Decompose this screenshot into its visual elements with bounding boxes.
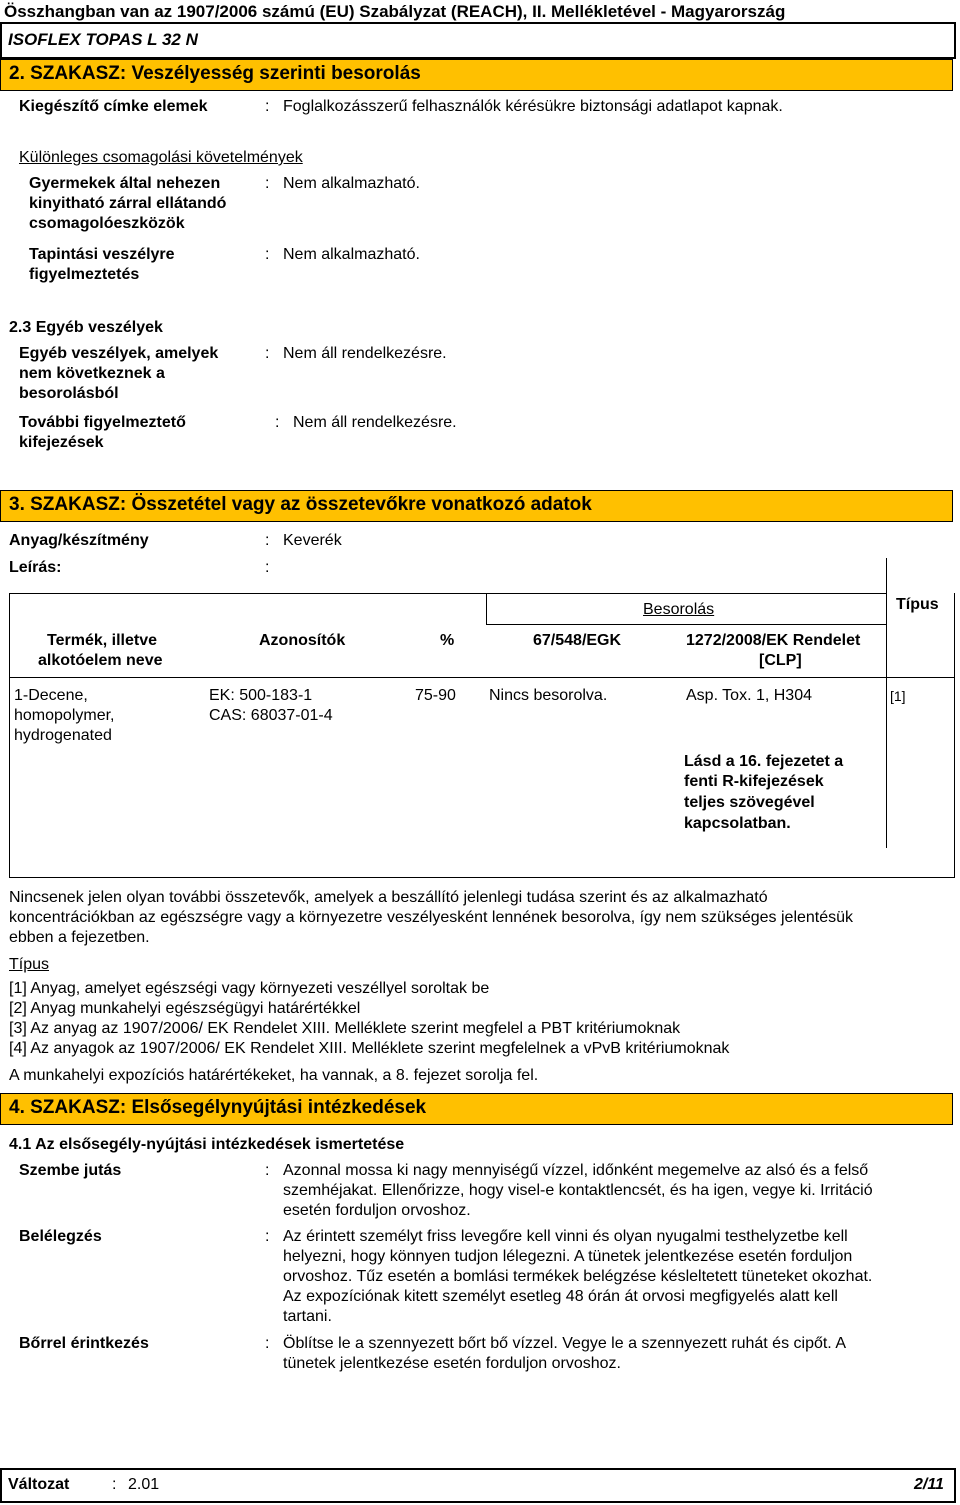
table-note-3: teljes szövegével <box>684 794 815 811</box>
row-name-3: hydrogenated <box>14 727 112 744</box>
tactile-label-1: Tapintási veszélyre <box>29 246 175 263</box>
colon: : <box>112 1476 117 1493</box>
further-value: Nem áll rendelkezésre. <box>293 414 457 431</box>
colon: : <box>265 345 270 362</box>
eye-contact-line-1: Azonnal mossa ki nagy mennyiségű vízzel, időnként megemelve az alsó és a felső <box>283 1162 869 1179</box>
type-legend-4: [4] Az anyagok az 1907/2006/ EK Rendelet XIII. Melléklete szerint megfelelnek a vPvB kritériumoknak <box>9 1040 730 1057</box>
child-value: Nem alkalmazható. <box>283 175 420 192</box>
col-identifiers: Azonosítók <box>259 632 346 649</box>
product-header <box>0 22 956 59</box>
table-note-1: Lásd a 16. fejezetet a <box>684 753 844 770</box>
row-ek: EK: 500-183-1 <box>209 687 313 704</box>
table-line <box>486 624 886 625</box>
classification-header: Besorolás <box>643 601 715 618</box>
child-label-2: kinyitható zárral ellátandó <box>29 195 227 212</box>
description-label: Leírás: <box>9 559 62 576</box>
col-eec: 67/548/EGK <box>533 632 622 649</box>
substance-label: Anyag/készítmény <box>9 532 149 549</box>
col-clp-2: [CLP] <box>759 652 802 669</box>
version-value: 2.01 <box>128 1476 160 1493</box>
regulation-header <box>0 0 960 22</box>
col-name-2: alkotóelem neve <box>38 652 163 669</box>
colon: : <box>265 246 270 263</box>
supplementary-label: Kiegészítő címke elemek <box>19 98 208 115</box>
inhalation-line-4: Az expozíciónak kitett személyt esetleg 48 órán át orvosi megfigyelés alatt kell <box>283 1288 838 1305</box>
other-value: Nem áll rendelkezésre. <box>283 345 447 362</box>
type-legend-3: [3] Az anyag az 1907/2006/ EK Rendelet XIII. Melléklete szerint megfelel a PBT kritériumoknak <box>9 1020 681 1037</box>
other-label-2: nem következnek a <box>19 365 165 382</box>
row-clp: Asp. Tox. 1, H304 <box>686 687 812 704</box>
type-legend-heading: Típus <box>9 956 50 973</box>
section-2-bar <box>0 59 953 91</box>
footer-bar <box>0 1468 956 1503</box>
table-line <box>9 877 954 878</box>
product-name: ISOFLEX TOPAS L 32 N <box>8 30 198 49</box>
other-hazards-heading: 2.3 Egyéb veszélyek <box>9 319 163 336</box>
row-name-2: homopolymer, <box>14 707 115 724</box>
paragraph-line-2: koncentrációkban az egészségre vagy a környezetre veszélyesként lennének besorolva, így nem szükséges jelentésük <box>9 909 854 926</box>
table-line <box>9 677 954 678</box>
packaging-heading: Különleges csomagolási követelmények <box>19 149 303 166</box>
other-label-3: besorolásból <box>19 385 119 402</box>
colon: : <box>265 1162 270 1179</box>
colon: : <box>265 1335 270 1352</box>
row-eec: Nincs besorolva. <box>489 687 608 704</box>
col-name-1: Termék, illetve <box>47 632 157 649</box>
child-label-1: Gyermekek által nehezen <box>29 175 221 192</box>
eye-contact-line-2: szemhéjakat. Ellenőrizze, hogy visel-e kontaktlencsét, és ha igen, vegye ki. Irritáció <box>283 1182 873 1199</box>
inhalation-line-3: orvoshoz. Tűz esetén a bomlási termékek belégzése késleltetett tüneteket okozhat. <box>283 1268 873 1285</box>
skin-contact-label: Bőrrel érintkezés <box>19 1335 149 1352</box>
inhalation-label: Belélegzés <box>19 1228 102 1245</box>
other-label-1: Egyéb veszélyek, amelyek <box>19 345 219 362</box>
table-line <box>886 593 887 848</box>
eye-contact-line-3: esetén forduljon orvoshoz. <box>283 1202 471 1219</box>
inhalation-line-5: tartani. <box>283 1308 332 1325</box>
colon: : <box>265 1228 270 1245</box>
page-number: 2/11 <box>914 1476 944 1493</box>
further-label-1: További figyelmeztető <box>19 414 186 431</box>
further-label-2: kifejezések <box>19 434 104 451</box>
section-3-title: 3. SZAKASZ: Összetétel vagy az összetevőkre vonatkozó adatok <box>9 494 592 515</box>
colon: : <box>265 175 270 192</box>
eye-contact-label: Szembe jutás <box>19 1162 122 1179</box>
row-name-1: 1-Decene, <box>14 687 88 704</box>
version-label: Változat <box>8 1476 70 1493</box>
section-4-title: 4. SZAKASZ: Elsősegélynyújtási intézkedések <box>9 1097 427 1118</box>
table-note-2: fenti R-kifejezések <box>684 773 824 790</box>
colon: : <box>265 532 270 549</box>
colon: : <box>275 414 280 431</box>
type-legend-1: [1] Anyag, amelyet egészségi vagy környezeti veszéllyel soroltak be <box>9 980 490 997</box>
supplementary-value: Foglalkozásszerű felhasználók kérésükre biztonsági adatlapot kapnak. <box>283 98 783 115</box>
paragraph-line-1: Nincsenek jelen olyan további összetevők, amelyek a beszállító jelenlegi tudása szerint és az alkalmazható <box>9 889 768 906</box>
table-line <box>9 593 10 878</box>
skin-contact-line-2: tünetek jelentkezése esetén forduljon orvoshoz. <box>283 1355 621 1372</box>
child-label-3: csomagolóeszközök <box>29 215 185 232</box>
first-aid-subheading: 4.1 Az elsősegély-nyújtási intézkedések ismertetése <box>9 1136 405 1153</box>
table-line <box>886 558 887 594</box>
row-type: [1] <box>890 688 906 704</box>
skin-contact-line-1: Öblítse le a szennyezett bőrt bő vízzel. Vegye le a szennyezett ruhát és cipőt. A <box>283 1335 846 1352</box>
table-line <box>954 593 955 878</box>
row-percent: 75-90 <box>415 687 456 704</box>
type-legend-2: [2] Anyag munkahelyi egészségügyi határértékkel <box>9 1000 361 1017</box>
section-4-bar <box>0 1093 953 1125</box>
row-cas: CAS: 68037-01-4 <box>209 707 333 724</box>
regulation-text: Összhangban van az 1907/2006 számú (EU) Szabályzat (REACH), II. Mellékletével - Magyarország <box>4 2 786 21</box>
table-line <box>486 593 487 625</box>
col-clp-1: 1272/2008/EK Rendelet <box>686 632 861 649</box>
col-percent: % <box>440 632 455 649</box>
table-line <box>9 593 886 594</box>
inhalation-line-1: Az érintett személyt friss levegőre kell vinni és olyan nyugalmi testhelyzetbe kell <box>283 1228 848 1245</box>
paragraph-line-3: ebben a fejezetben. <box>9 929 150 946</box>
substance-value: Keverék <box>283 532 342 549</box>
type-header: Típus <box>896 596 939 613</box>
exposure-note: A munkahelyi expozíciós határértékeket, ha vannak, a 8. fejezet sorolja fel. <box>9 1067 539 1084</box>
section-2-title: 2. SZAKASZ: Veszélyesség szerinti besorolás <box>9 63 421 84</box>
colon: : <box>265 559 270 576</box>
tactile-label-2: figyelmeztetés <box>29 266 140 283</box>
table-note-4: kapcsolatban. <box>684 815 791 832</box>
inhalation-line-2: helyezni, hogy könnyen tudjon lélegezni. A tünetek jelentkezése esetén forduljon <box>283 1248 853 1265</box>
colon: : <box>265 98 270 115</box>
section-3-bar <box>0 490 953 522</box>
tactile-value: Nem alkalmazható. <box>283 246 420 263</box>
